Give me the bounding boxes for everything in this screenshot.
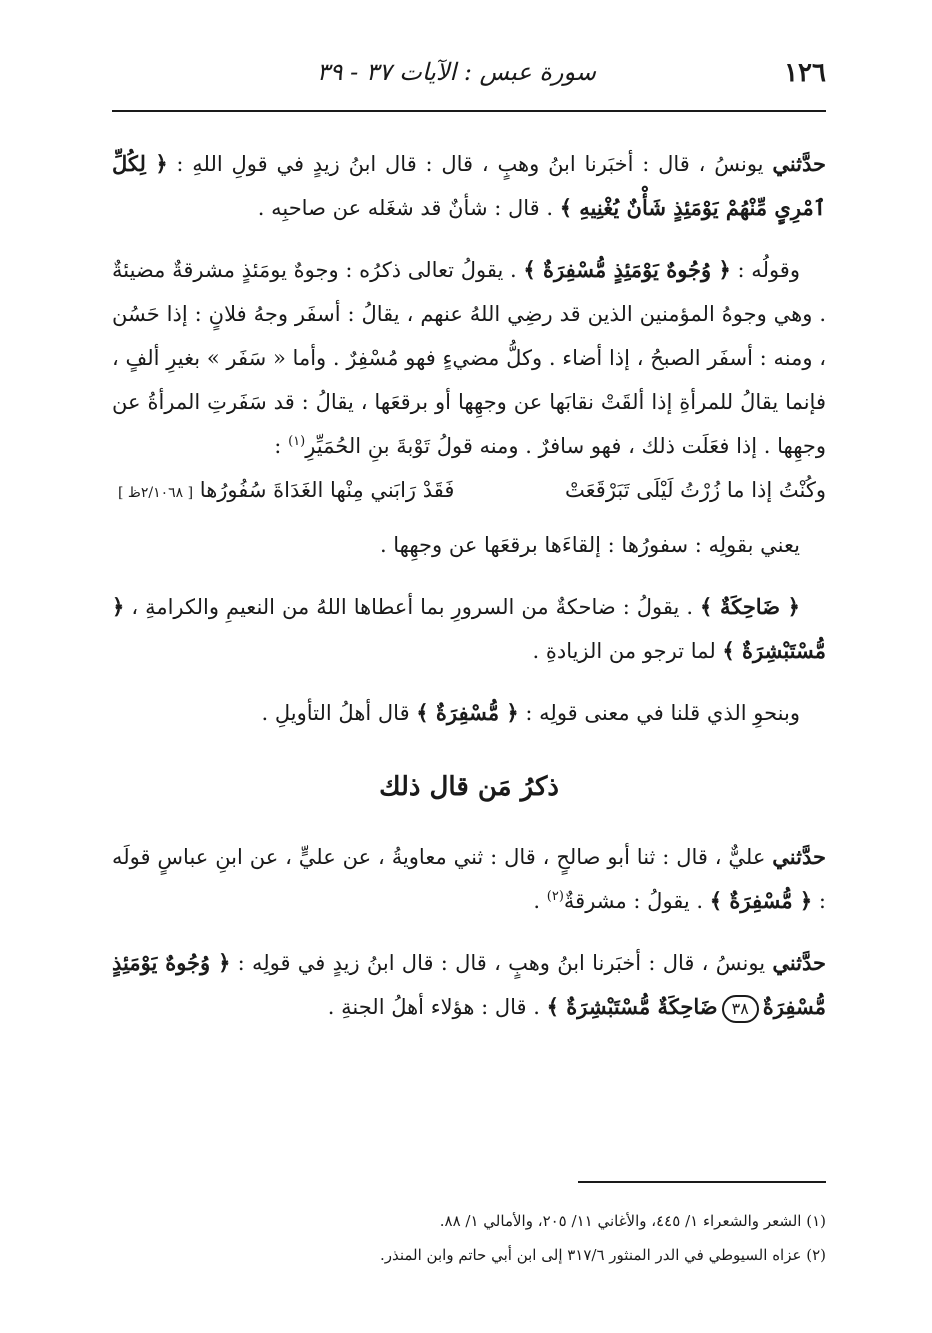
paragraph-text: لما ترجو من الزيادةِ .: [532, 639, 723, 663]
ayah-number-marker: ٣٨: [722, 995, 759, 1023]
paragraph-3: [112, 585, 826, 673]
quran-quote: ﴿ وُجُوهٌ يَوْمَئِذٍ مُّسْفِرَةٌ: [112, 950, 826, 1019]
paragraph-1: [112, 142, 826, 230]
paragraph-text: . يقولُ : ضاحكةٌ من السرورِ بما أعطاها اللهُ من النعيمِ والكرامةِ ،: [124, 595, 701, 619]
paragraph-text: :: [274, 434, 289, 458]
quran-quote: ﴿ لِكُلِّ ٱمْرِىٍٕ مِّنْهُمْ يَوْمَئِذٍ شَأْنٌ يُغْنِيهِ ﴾: [112, 151, 826, 220]
quran-quote: ضَاحِكَةٌ مُّسْتَبْشِرَةٌ ﴾: [546, 994, 718, 1019]
verse-second-half: فَقَدْ رَابَني مِنْها الغَدَاةَ سُفُورُها: [199, 478, 455, 502]
paragraph-text: . قال : شأنٌ قد شغَله عن صاحبِه .: [257, 196, 560, 220]
paragraph-text: . يقولُ : مشرقةٌ: [563, 889, 710, 913]
paragraph-4: [112, 691, 826, 735]
paragraph-lead: حدَّثني: [772, 950, 827, 975]
paragraph-lead: حدَّثني: [772, 151, 827, 176]
poetry-verse: [112, 468, 826, 515]
footnote-2: (٢) عزاه السيوطي في الدر المنثور ٣١٧/٦ إلى ابن أبي حاتم وابن المنذر.: [379, 1246, 826, 1264]
paragraph-text: قال أهلُ التأويلِ .: [261, 701, 417, 725]
paragraph-text: .: [533, 889, 547, 913]
header-rule: [112, 110, 826, 112]
page-header: [112, 56, 826, 106]
quran-quote: ﴿ مُّسْتَبْشِرَةٌ ﴾: [112, 594, 826, 663]
footnote-marker[interactable]: (١): [288, 434, 306, 449]
footnote-1: (١) الشعر والشعراء ١/ ٤٤٥، والأغاني ١١/ ٢٠٥، والأمالي ١/ ٨٨.: [439, 1212, 826, 1230]
paragraph-5: [112, 835, 826, 923]
paragraph-text: وقولُه :: [730, 258, 800, 282]
running-title: سورة عبس : الآيات ٣٧ - ٣٩: [316, 58, 596, 86]
body-text: [112, 142, 826, 1047]
paragraph-text: . يقولُ تعالى ذكرُه : وجوهٌ يومَئذٍ مشرقةٌ مضيئةٌ . وهي وجوهُ المؤمنين الذين قد رضِي اللهُ عنهم ، يقالُ : أسفَر وجهُ فلانٍ : إذا حَسُن ، ومنه : أسفَر الصبحُ ، إذا أضاء . وكلُّ مضيءٍ فهو مُسْفِرٌ . وأما « سَفَر » بغيرِ ألفٍ ، فإنما يقالُ للمرأةِ إذا ألقَتْ نقابَها عن وجهِها أو برقعَها ، يقالُ : قد سَفَرتِ المرأةُ عن وجهِها . إذا فعَلَت ذلك ، فهو سافرٌ . ومنه قولُ تَوْبةَ بنِ الحُمَيِّرِ: [112, 258, 826, 458]
verse-explanation: يعني بقولِه : سفورُها : إلقاءَها برقعَها عن وجهِها .: [379, 533, 800, 557]
paragraph-6: [112, 941, 826, 1029]
footnotes: [112, 1204, 826, 1272]
verse-first-half: وكُنْتُ إذا ما زُرْتُ لَيْلَى تَبَرْقَعَتْ: [565, 478, 826, 502]
footnote-marker[interactable]: (٢): [546, 889, 564, 904]
paragraph-text: يونسُ ، قال : أخبَرنا ابنُ وهبٍ ، قال : قال ابنُ زيدٍ في قولِ اللهِ :: [167, 152, 773, 176]
paragraph-2: [112, 248, 826, 468]
verse-second-half-wrap: [112, 468, 454, 515]
paragraph-text: يونسُ ، قال : أخبَرنا ابنُ وهبٍ ، قال : قال ابنُ زيدٍ في قولِه :: [230, 951, 773, 975]
paragraph-text: عليٌّ ، قال : ثنا أبو صالحٍ ، قال : ثني معاويةُ ، عن عليٍّ ، عن ابنِ عباسٍ قولَه :: [112, 845, 826, 913]
manuscript-ref: [ ٢/١٠٦٨ظ ]: [118, 485, 194, 501]
quran-quote: ﴿ مُّسْفِرَةٌ ﴾: [709, 888, 813, 913]
quran-quote: ﴿ مُّسْفِرَةٌ ﴾: [416, 700, 519, 725]
footnote-rule: [578, 1181, 826, 1183]
page-number: ١٢٦: [784, 58, 826, 88]
quran-quote: ﴿ ضَاحِكَةٌ ﴾: [700, 594, 800, 619]
paragraph-text: وبنحوِ الذي قلنا في معنى قولِه :: [518, 701, 800, 725]
quran-quote: ﴿ وُجُوهٌ يَوْمَئِذٍ مُّسْفِرَةٌ ﴾: [523, 257, 731, 282]
paragraph-text: . قال : هؤلاء أهلُ الجنةِ .: [327, 995, 547, 1019]
paragraph-lead: حدَّثني: [772, 844, 826, 869]
section-heading: ذكرُ مَن قال ذلك: [379, 772, 559, 802]
